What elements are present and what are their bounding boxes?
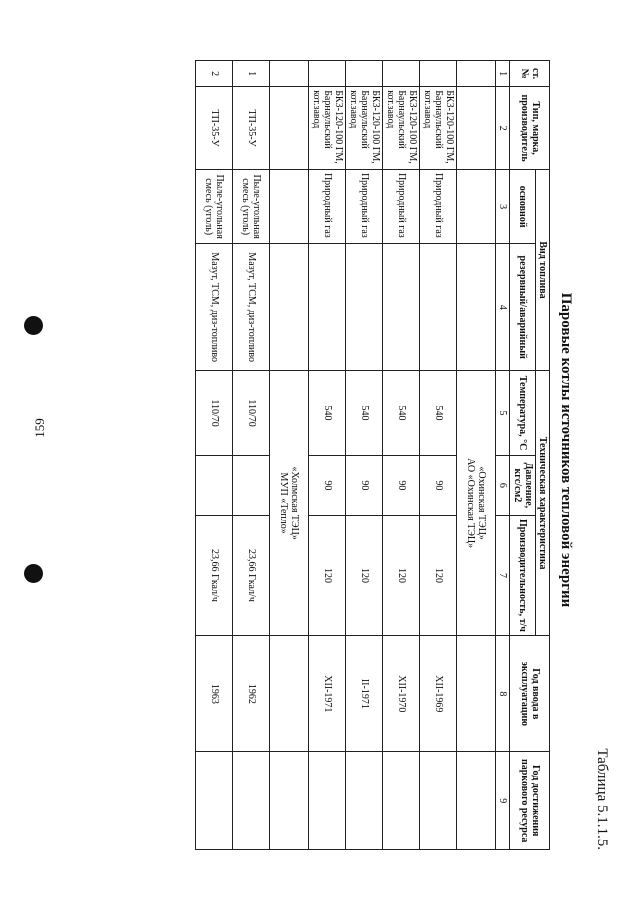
table-row: [346, 61, 383, 850]
cell-capacity: 23,66 Гкал/ч: [233, 515, 270, 635]
header-type: Тип, марка, производитель: [510, 87, 550, 170]
cell-pressure: [233, 455, 270, 515]
cell-year-resource: [196, 752, 233, 850]
cell-year-resource: [383, 752, 420, 850]
table-row: [196, 61, 233, 850]
cell-year-in: XII-1971: [309, 636, 346, 752]
cell-reserve-fuel: [383, 244, 420, 371]
cell-type: БКЗ-120-100 ГМ, Барнаульский кот.завод: [309, 87, 346, 170]
cell-year-resource: [233, 752, 270, 850]
column-number: 3: [496, 169, 510, 243]
cell-year-in: XII-1969: [420, 636, 457, 752]
cell-no: [346, 61, 383, 87]
station-operator: АО «Охинская ТЭЦ»: [465, 458, 477, 549]
table-caption: Таблица 5.1.1.5.: [594, 748, 610, 850]
cell-main-fuel: Пыле-угольная смесь (уголь): [233, 169, 270, 243]
cell-year-in: 1963: [196, 636, 233, 752]
header-station-no: ст. №: [510, 61, 550, 87]
cell-main-fuel: Природный газ: [383, 169, 420, 243]
cell-main-fuel: Пыле-угольная смесь (уголь): [196, 169, 233, 243]
cell-type: ТП-35-У: [233, 87, 270, 170]
cell-no: 1: [233, 61, 270, 87]
station-name: «Охинская ТЭЦ»: [476, 466, 488, 540]
cell-no: [309, 61, 346, 87]
cell-no: [383, 61, 420, 87]
cell-capacity: 120: [309, 515, 346, 635]
cell-temperature: 540: [420, 371, 457, 456]
table-row: [309, 61, 346, 850]
page-number: 159: [32, 418, 47, 438]
column-number: 7: [496, 515, 510, 635]
cell-main-fuel: Природный газ: [309, 169, 346, 243]
header-main-fuel: основной: [510, 169, 535, 243]
column-number: 2: [496, 87, 510, 170]
cell-pressure: 90: [346, 455, 383, 515]
cell-temperature: 110/70: [196, 371, 233, 456]
header-year-resource: Год достижения паркового ресурса: [510, 752, 550, 850]
cell-temperature: 110/70: [233, 371, 270, 456]
cell-reserve-fuel: Мазут, ТСМ, диз-топливо: [233, 244, 270, 371]
punch-hole-bottom: [24, 564, 43, 583]
column-number: 9: [496, 752, 510, 850]
cell-type: ТП-35-У: [196, 87, 233, 170]
cell-pressure: 90: [309, 455, 346, 515]
cell-pressure: 90: [383, 455, 420, 515]
header-year-in: Год ввода в эксплуатацию: [510, 636, 550, 752]
cell-temperature: 540: [309, 371, 346, 456]
cell-capacity: 120: [383, 515, 420, 635]
cell-temperature: 540: [383, 371, 420, 456]
column-number: 8: [496, 636, 510, 752]
column-number: 4: [496, 244, 510, 371]
cell-year-in: XII-1970: [383, 636, 420, 752]
cell-main-fuel: Природный газ: [346, 169, 383, 243]
cell-capacity: 120: [420, 515, 457, 635]
punch-hole-top: [24, 316, 43, 335]
table-row: [233, 61, 270, 850]
cell-reserve-fuel: [420, 244, 457, 371]
cell-no: 2: [196, 61, 233, 87]
cell-type: БКЗ-120-100 ГМ, Барнаульский кот.завод: [420, 87, 457, 170]
cell-reserve-fuel: Мазут, ТСМ, диз-топливо: [196, 244, 233, 371]
table-row: [420, 61, 457, 850]
table-row: [383, 61, 420, 850]
column-number: 6: [496, 455, 510, 515]
column-number: 5: [496, 371, 510, 456]
column-number: 1: [496, 61, 510, 87]
boilers-table: [195, 60, 550, 850]
cell-year-resource: [309, 752, 346, 850]
header-fuel-group: Вид топлива: [535, 169, 549, 370]
cell-no: [420, 61, 457, 87]
header-capacity: Производительность, т/ч: [510, 515, 535, 635]
cell-reserve-fuel: [346, 244, 383, 371]
cell-main-fuel: Природный газ: [420, 169, 457, 243]
station-heading: [270, 371, 309, 636]
rotated-document: [170, 40, 610, 860]
station-heading: [457, 371, 496, 636]
header-reserve-fuel: резервный/аварийный: [510, 244, 535, 371]
station-name: «Холмская ТЭЦ»: [289, 466, 301, 540]
header-pressure: Давление, кгс/см2: [510, 455, 535, 515]
cell-type: БКЗ-120-100 ГМ, Барнаульский кот.завод: [346, 87, 383, 170]
station-operator: МУП «Тепло»: [278, 472, 290, 534]
table-title: Паровые котлы источников тепловой энергии: [558, 292, 574, 608]
cell-year-resource: [420, 752, 457, 850]
cell-type: БКЗ-120-100 ГМ, Барнаульский кот.завод: [383, 87, 420, 170]
cell-pressure: 90: [420, 455, 457, 515]
header-tech-group: Техническая характеристика: [535, 371, 549, 636]
cell-year-in: II-1971: [346, 636, 383, 752]
cell-pressure: [196, 455, 233, 515]
cell-temperature: 540: [346, 371, 383, 456]
header-temperature: Температура, °С: [510, 371, 535, 456]
cell-capacity: 120: [346, 515, 383, 635]
cell-capacity: 23,66 Гкал/ч: [196, 515, 233, 635]
cell-reserve-fuel: [309, 244, 346, 371]
cell-year-resource: [346, 752, 383, 850]
cell-year-in: 1962: [233, 636, 270, 752]
